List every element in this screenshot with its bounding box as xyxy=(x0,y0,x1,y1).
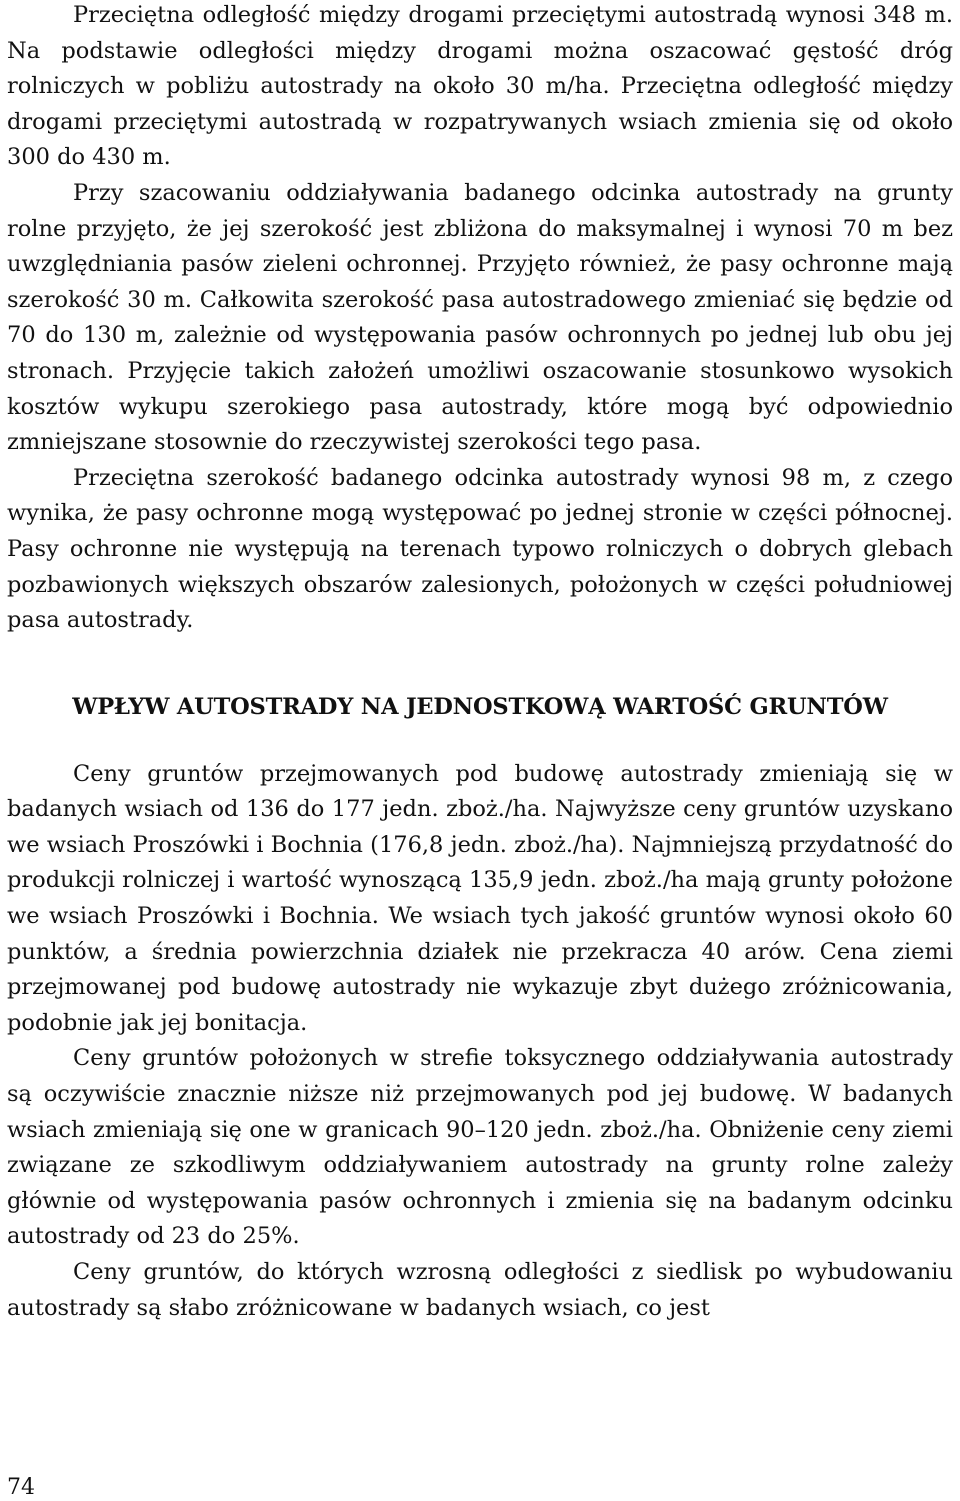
section-heading: WPŁYW AUTOSTRADY NA JEDNOSTKOWĄ WARTOŚĆ GRUNTÓW xyxy=(72,693,888,720)
document-page xyxy=(7,0,953,1501)
paragraph-motorway-width-assumptions: Przy szacowaniu oddziaływania badanego odcinka autostrady na grunty rolne przyjęto, że jej szerokość jest zbliżona do maksymalnej i wynosi 70 m bez uwzględniania pasów zieleni ochronnej. Przyjęto również, że pasy ochronne mają szerokość 30 m. Całkowita szerokość pasa autostradowego zmieniać się będzie od 70 do 130 m, zależnie od występowania pasów ochronnych po jednej lub obu jej stronach. Przyjęcie takich założeń umożliwi oszacowanie stosunkowo wysokich kosztów wykupu szerokiego pasa autostrady, które mogą być odpowiednio zmniejszane stosownie do rzeczywistej szerokości tego pasa. xyxy=(7,179,953,456)
paragraph-average-width: Przeciętna szerokość badanego odcinka autostrady wynosi 98 m, z czego wynika, że pasy ochronne mogą występować po jednej stronie w części północnej. Pasy ochronne nie występują na terenach typowo rolniczych o dobrych glebach pozbawionych większych obszarów zalesionych, położonych w części południowej pasa autostrady. xyxy=(7,464,953,634)
paragraph-toxic-zone-prices: Ceny gruntów położonych w strefie toksycznego oddziaływania autostrady są oczywiście znacznie niższe niż przejmowanych pod jej budowę. W badanych wsiach zmieniają się one w granicach 90–120 jedn. zboż./ha. Obniżenie ceny ziemi związane ze szkodliwym oddziaływaniem autostrady na grunty rolne zależy głównie od występowania pasów ochronnych i zmienia się na badanym odcinku autostrady od 23 do 25%. xyxy=(7,1045,953,1250)
paragraph-land-prices: Ceny gruntów przejmowanych pod budowę autostrady zmieniają się w badanych wsiach od 136 do 177 jedn. zboż./ha. Najwyższe ceny gruntów uzyskano we wsiach Proszówki i Bochnia (176,8 jedn. zboż./ha). Najmniejszą przydatność do produkcji rolniczej i wartość wynoszącą 135,9 jedn. zboż./ha mają grunty położone we wsiach Proszówki i Bochnia. We wsiach tych jakość gruntów wynosi około 60 punktów, a średnia powierzchnia działek nie przekracza 40 arów. Cena ziemi przejmowanej pod budowę autostrady nie wykazuje zbyt dużego zróżnicowania, podobnie jak jej bonitacja. xyxy=(7,760,953,1036)
paragraph-distance-from-homesteads: Ceny gruntów, do których wzrosną odległości z siedlisk po wybudowaniu autostrady są słabo zróżnicowane w badanych wsiach, co jest xyxy=(7,1259,953,1321)
page-number: 74 xyxy=(7,1475,35,1500)
paragraph-distance-between-roads: Przeciętna odległość między drogami przeciętymi autostradą wynosi 348 m. Na podstawie odległości między drogami można oszacować gęstość dróg rolniczych w pobliżu autostrady na około 30 m/ha. Przeciętna odległość między drogami przeciętymi autostradą w rozpatrywanych wsiach zmienia się od około 300 do 430 m. xyxy=(7,2,953,171)
